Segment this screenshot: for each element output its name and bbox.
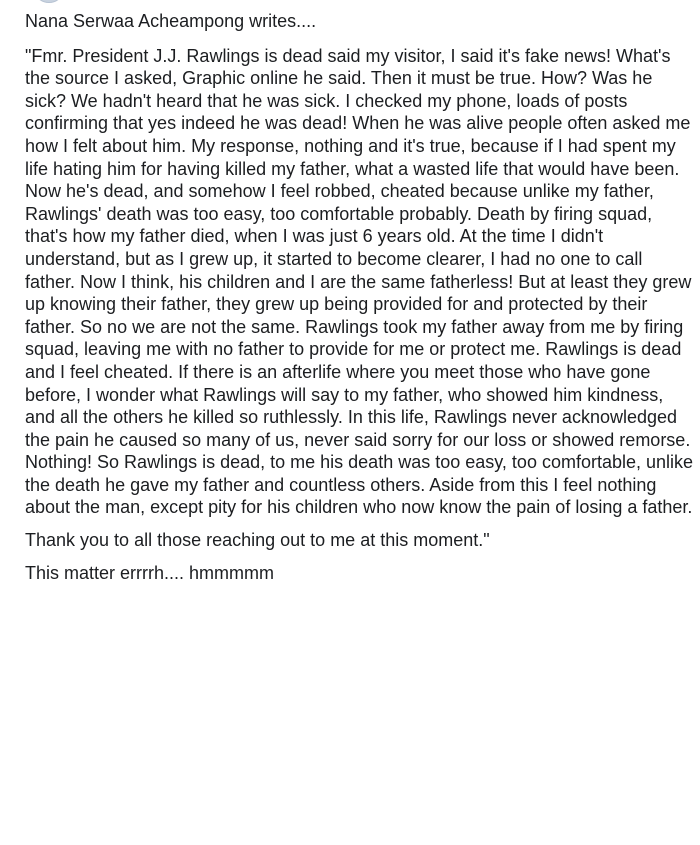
- avatar[interactable]: [33, 0, 65, 3]
- author-line: Nana Serwaa Acheampong writes....: [25, 11, 317, 31]
- closing-comment: This matter errrrh.... hmmmmm: [25, 562, 275, 583]
- quoted-text: "Fmr. President J.J. Rawlings is dead said my visitor, I said it's fake news! What's the source I asked, Graphic online he said. Then it must be true. How? Was he sick? We hadn't heard that he was sick. I checked my phone, loads of posts confirming that yes indeed he was dead! When he was alive people often asked me how I felt about him. My response, nothing and it's true, because if I had spent my life hating him for having killed my father, what a wasted life that would have been. Now he's dead, and somehow I feel robbed, cheated because unlike my father, Rawlings' death was too easy, too comfortable probably. Death by firing squad, that's how my father died, when I was just 6 years old. At the time I didn't understand, but as I grew up, it started to become clearer, I had no one to call father. Now I think, his children and I are the same fatherless! But at least they grew up knowing their father, they grew up being provided for and protected by their father. So no we are not the same. Rawlings took my father away from me by firing squad, leaving me with no father to provide for me or protect me. Rawlings is dead and I feel cheated. If there is an afterlife where you meet those who have gone before, I wonder what Rawlings will say to my father, who showed him kindness, and all the others he killed so ruthlessly. In this life, Rawlings never acknowledged the pain he caused so many of us, never said sorry for our loss or showed remorse. Nothing! So Rawlings is dead, to me his death was too easy, too comfortable, unlike the death he gave my father and countless others. Aside from this I feel nothing about the man, except pity for his children who now know the pain of losing a father.: [25, 45, 694, 518]
- post-text-container: [25, 10, 695, 584]
- avatar-crop: [33, 0, 65, 3]
- thank-you-text: Thank you to all those reaching out to me at this moment.": [25, 530, 490, 551]
